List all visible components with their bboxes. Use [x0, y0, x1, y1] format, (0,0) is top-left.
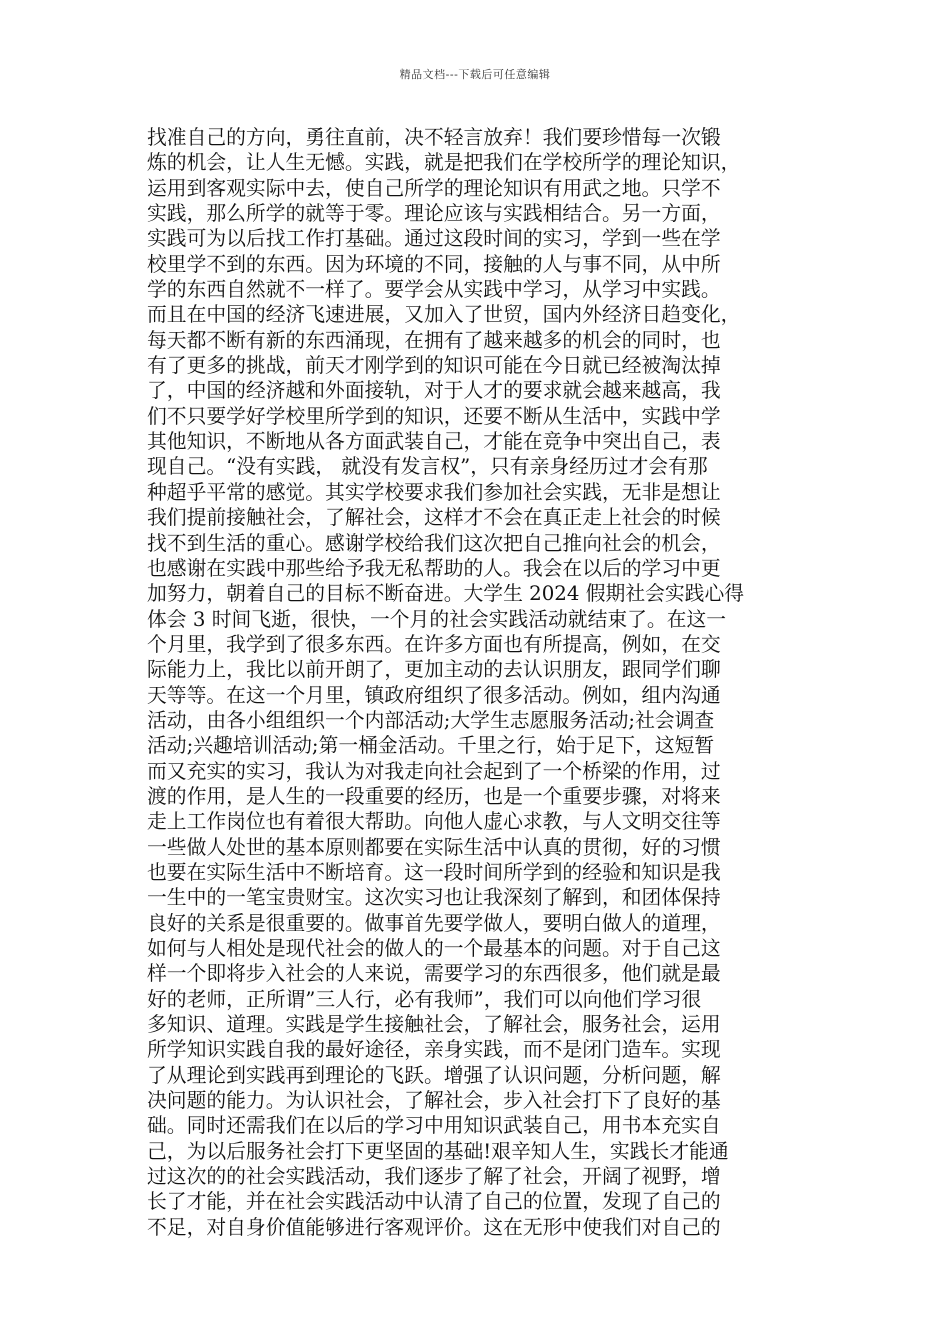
body-paragraph: 找准自己的方向，勇往直前，决不轻言放弃！我们要珍惜每一次锻 炼的机会，让人生无憾。实践，就是把我们在学校所学的理论知识， 运用到客观实际中去，使自己所学的理论知识有用武之地。只学不 实践，那么所学的就等于零。理论应该与实践相结合。另一方面， 实践可为以后找工作打基础。通过这段时间的实习，学到一些在学 校里学不到的东西。因为环境的不同，接触的人与事不同，从中所 学的东西自然就不一样了。要学会从实践中学习，从学习中实践。 而且在中国的经济飞速进展，又加入了世贸，国内外经济日趋变化， 每天都不断有新的东西涌现，在拥有了越来越多的机会的同时，也 有了更多的挑战，前天才刚学到的知识可能在今日就已经被淘汰掉 了，中国的经济越和外面接轨，对于人才的要求就会越来越高，我 们不只要学好学校里所学到的知识，还要不断从生活中，实践中学 其他知识，不断地从各方面武装自己，才能在竞争中突出自己，表 现自己。“没有实践， 就没有发言权”，只有亲身经历过才会有那 种超乎平常的感觉。其实学校要求我们参加社会实践，无非是想让 我们提前接触社会，了解社会，这样才不会在真正走上社会的时候 找不到生活的重心。感谢学校给我们这次把自己推向社会的机会， 也感谢在实践中那些给予我无私帮助的人。我会在以后的学习中更 加努力，朝着自己的目标不断奋进。大学生 2024 假期社会实践心得 体会 3 时间飞逝，很快，一个月的社会实践活动就结束了。在这一 个月里，我学到了很多东西。在许多方面也有所提高，例如，在交 际能力上，我比以前开朗了，更加主动的去认识朋友，跟同学们聊 天等等。在这一个月里，镇政府组织了很多活动。例如，组内沟通 活动，由各小组组织一个内部活动;大学生志愿服务活动;社会调查 活动;兴趣培训活动;第一桶金活动。千里之行，始于足下，这短暂 而又充实的实习，我认为对我走向社会起到了一个桥梁的作用，过 渡的作用，是人生的一段重要的经历，也是一个重要步骤，对将来 走上工作岗位也有着很大帮助。向他人虚心求教，与人文明交往等 一些做人处世的基本原则都要在实际生活中认真的贯彻，好的习惯 也要在实际生活中不断培育。这一段时间所学到的经验和知识是我 一生中的一笔宝贵财宝。这次实习也让我深刻了解到，和团体保持 良好的关系是很重要的。做事首先要学做人，要明白做人的道理， 如何与人相处是现代社会的做人的一个最基本的问题。对于自己这 样一个即将步入社会的人来说，需要学习的东西很多，他们就是最 好的老师，正所谓”三人行，必有我师”，我们可以向他们学习很 多知识、道理。实践是学生接触社会，了解社会，服务社会，运用 所学知识实践自我的最好途径，亲身实践，而不是闭门造车。实现 了从理论到实践再到理论的飞跃。增强了认识问题，分析问题，解 决问题的能力。为认识社会，了解社会，步入社会打下了良好的基 础。同时还需我们在以后的学习中用知识武装自己，用书本充实自 己，为以后服务社会打下更坚固的基础!艰辛知人生，实践长才能通 过这次的的社会实践活动，我们逐步了解了社会，开阔了视野，增 长了才能，并在社会实践活动中认清了自己的位置，发现了自己的 不足，对自身价值能够进行客观评价。这在无形中使我们对自己的 — [147, 126, 745, 1239]
page-header: 精品文档---下载后可任意编辑 — [399, 68, 551, 81]
